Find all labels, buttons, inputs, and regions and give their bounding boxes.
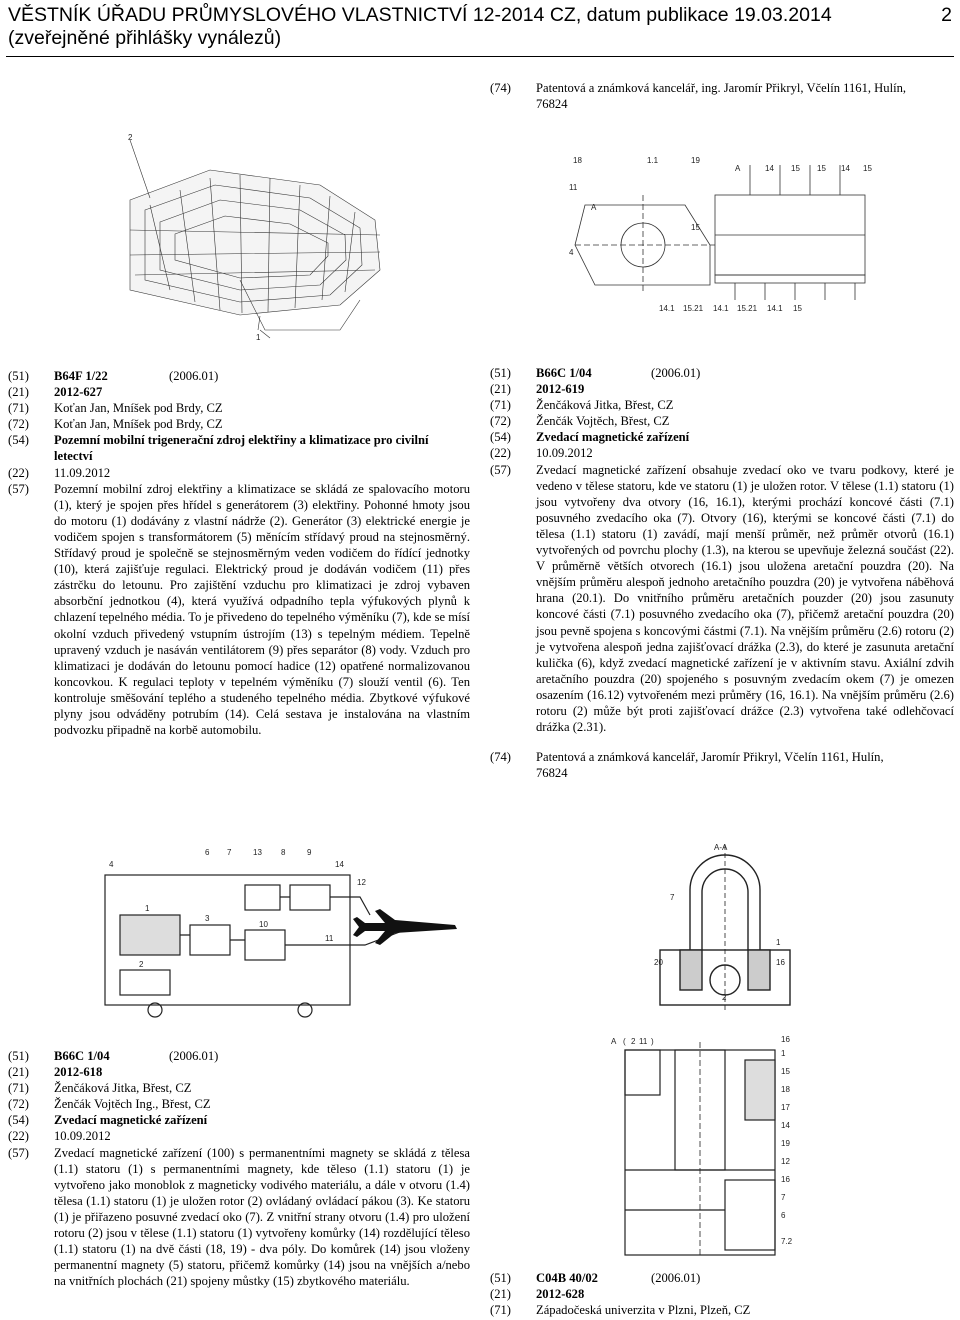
fig-label: 7.2 — [781, 1237, 793, 1246]
application-number: 2012-627 — [54, 385, 103, 400]
top-attorney-block — [490, 80, 955, 112]
field-code: (22) — [8, 465, 29, 480]
fig-label: 6 — [781, 1211, 786, 1220]
fig-label: 4 — [569, 248, 574, 257]
fig-label: A — [591, 203, 597, 212]
fig-label: 14 — [841, 164, 850, 173]
applicant: Ženčáková Jitka, Břest, CZ — [536, 398, 674, 413]
field-code: (54) — [490, 430, 511, 445]
fig-label: 15 — [863, 164, 872, 173]
patent-entry — [490, 365, 954, 781]
filing-date: 10.09.2012 — [536, 446, 593, 461]
ipc-version: (2006.01) — [651, 1271, 701, 1285]
figure-lifting-eye — [650, 840, 800, 1015]
figure-section-drawing — [555, 135, 880, 315]
fig-label: 19 — [781, 1139, 790, 1148]
fig-label: 12 — [781, 1157, 790, 1166]
applicant: Ženčáková Jitka, Břest, CZ — [54, 1081, 192, 1096]
header-rule — [6, 56, 954, 57]
field-code: (72) — [8, 1097, 29, 1112]
application-number: 2012-628 — [536, 1287, 585, 1302]
field-code: (21) — [8, 1065, 29, 1080]
applicant: Koťan Jan, Mníšek pod Brdy, CZ — [54, 401, 223, 416]
fig-label: 15 — [817, 164, 826, 173]
filing-date: 11.09.2012 — [54, 465, 111, 480]
field-code: (74) — [490, 750, 511, 765]
page-header — [8, 4, 952, 50]
fig-label: 15.21 — [737, 304, 758, 313]
fig-label: 16 — [781, 1175, 790, 1184]
fig-label: 17 — [781, 1103, 790, 1112]
fig-label: 15 — [691, 223, 700, 232]
abstract: Zvedací magnetické zařízení obsahuje zvedací oko ve tvaru podkovy, které je vedeno v tělese statoru, kde ve statoru (1) je uložen rotor. V tělese (1.1) statoru (1) jsou vytvořeny dva otvory (16, 16.1), kterými prochází koncové části (7.1) posuvného zvedacího oka (7). Otvory (16), kterými se koncové části (7.1) do tělesa (1.1) statoru (1) zavádí, mají menší průměr, než průměr otvorů (16.1) vytvořených od povrchu plochy (1.3), na kterou se upevňuje železná součást (22). V průměrně větších otvorech (16.1) jsou uložena aretační pouzdra (20). Na vnějším průměru alespoň jednoho aretačního pouzdra (20) je vytvořena náběhová hrana (20.1). Do vnitřního průměru aretačních pouzder (20) jsou zasunuty koncové části (7.1) posuvného zvedacího oka (7), přičemž aretační pouzdra (20) jsou pevně spojena s koncovými částmi (7.1). Na vnějším průměru (2.6) rotoru (2) je vytvořena alespoň jedna zajišťovací drážka (2.3), do které je zasunuta aretační kulička (6), když zvedací magnetické zařízení je v aktivním stavu. Axiální zdvih aretačního pouzdra (20) spojeného s posuvným zvedacím okem (7) je omezen osazením (16.12) vytvořeném mezi průměry (16, 16.1). Na vnějším průměru (2.6) rotoru (2) může být proti zajišťovací drážce (2.3) vytvořena také odlehčovací drážka (2.31). — [536, 462, 954, 735]
field-code: (71) — [490, 1303, 511, 1318]
fig-label: 11 — [325, 934, 334, 943]
fig-label: 14 — [335, 860, 344, 869]
fig-label: 16 — [776, 958, 785, 967]
fig-label: 1 — [145, 904, 150, 913]
field-code: (51) — [490, 366, 511, 380]
fig-label: 2 — [139, 960, 144, 969]
attorney: Patentová a známková kancelář, Jaromír Přikryl, Včelín 1161, Hulín, — [536, 750, 884, 765]
fig-label: 13 — [253, 848, 262, 857]
fig-label: 14.1 — [767, 304, 783, 313]
ipc-class: C04B 40/02 — [536, 1271, 598, 1285]
fig-label: 15 — [793, 304, 802, 313]
field-code: (72) — [490, 414, 511, 429]
fig-label: ) — [651, 1037, 654, 1046]
figure-trigeneration-diagram — [95, 845, 470, 1020]
invention-title: Pozemní mobilní trigenerační zdroj elektřiny a klimatizace pro civilní letectví — [54, 433, 429, 464]
field-code: (57) — [490, 462, 511, 477]
patent-entry — [490, 1270, 954, 1318]
invention-title: Zvedací magnetické zařízení — [54, 1113, 208, 1128]
fig-label: ( — [623, 1037, 626, 1046]
fig-label: 18 — [573, 156, 582, 165]
field-code: (51) — [8, 1049, 29, 1063]
abstract: Pozemní mobilní zdroj elektřiny a klimatizace se skládá ze spalovacího motoru (1), který je spojen přes hřídel s generátorem (3) elektřiny. Pohonné hmoty jsou do motoru (1) dodávány z vlastní nádrže (2). Generátor (3) elektrické energie je vodičem spojen s transformátorem (5) měnícím střídavý proud na stejnosměrný. Střídavý proud je společně se stejnosměrným veden vodičem do řídící jednotky (10), která zajišťuje regulaci. Elektrický proud je dodáván vodičem (11) přes zástrčku do letounu. Pro zajištění vzduchu pro klimatizaci je zdroj vybaven absorbční jednotkou (4), která využívá odpadního tepla výfukových plynů k chlazení tepelného média. To je přivedeno do tepelného výměníku (7), kde se mísí okolní vzduch přivedený vstupním ústrojím (13) s tepelným médiem. Tepelně upravený vzduch je nasáván ventilátorem (9) přes separátor (8) vody. Vzduch pro klimatizaci je dodáván do letounu pomocí hadice (12) opatřené normalizovanou koncovkou. K regulaci teploty v tepelném výměníku (7) slouží ventil (6). Ten kontroluje směšování teplého a studeného tepelného média. Zbytkové výfukové plyny jsou odváděny potrubím (14). Celá sestava je instalována na vlastním podvozku připadně na korbě automobilu. — [54, 481, 470, 738]
attorney: Patentová a známková kancelář, ing. Jaromír Přikryl, Včelín 1161, Hulín, — [536, 81, 907, 95]
fig-label: 16 — [781, 1035, 790, 1044]
fig-label: 12 — [357, 878, 366, 887]
invention-title: Zvedací magnetické zařízení — [536, 430, 690, 445]
field-code: (22) — [8, 1129, 29, 1144]
ipc-class: B64F 1/22 — [54, 369, 108, 383]
fig-label: 18 — [781, 1085, 790, 1094]
field-code: (57) — [8, 1145, 29, 1160]
fig-label: 14 — [781, 1121, 790, 1130]
fig-label: 14.1 — [713, 304, 729, 313]
field-code: (21) — [8, 385, 29, 400]
fig-label: A — [611, 1037, 617, 1046]
inventor: Ženčák Vojtěch, Břest, CZ — [536, 414, 670, 429]
field-code: (21) — [490, 382, 511, 397]
fig-label: 10 — [259, 920, 268, 929]
fig-label: 7 — [781, 1193, 786, 1202]
inventor: Ženčák Vojtěch Ing., Břest, CZ — [54, 1097, 211, 1112]
figure-mesh-rendering — [90, 130, 410, 342]
figure-stator-section — [605, 1030, 805, 1260]
field-code: (71) — [490, 398, 511, 413]
fig-label: 14.1 — [659, 304, 675, 313]
fig-label: 15 — [781, 1067, 790, 1076]
field-code: (51) — [490, 1271, 511, 1285]
field-code: (71) — [8, 401, 29, 416]
abstract: Zvedací magnetické zařízení (100) s permanentními magnety se skládá z tělesa (1.1) statoru (1) s permanentními magnety, kde těleso (1.1) statoru (1) je vytvořeno jako monoblok z magneticky vodivého materiálu, a dále v otvoru (1.4) tělesa (1.1) statoru (1) je uložen rotor (2) ovládaný ovládací pákou (3). Ke statoru (1) je přiřazeno posuvné zvedací oko (7). Z vnitřní strany otvoru (1.4) pro uložení rotoru (2) jsou v tělese (1.1) statoru (1) vytvořeny komůrky (14) rozdělující těleso (1.1) statoru (1) na dvě části (18, 19) - dva póly. Do komůrek (14) jsou vloženy permanentní magnety (5) statoru, přičemž komůrky (14) jsou na vnějších a/nebo na vnitřních plochách (21) spojeny můstky (15) zbytkového materiálu. — [54, 1145, 470, 1289]
application-number: 2012-618 — [54, 1065, 103, 1080]
field-code: (74) — [490, 81, 511, 95]
fig-label: 7 — [670, 893, 675, 902]
ipc-version: (2006.01) — [651, 366, 701, 380]
fig-label: 7 — [227, 848, 232, 857]
ipc-version: (2006.01) — [169, 1049, 219, 1063]
fig-label: A — [735, 164, 741, 173]
fig-label: 1 — [776, 938, 781, 947]
fig-label: 1 — [256, 333, 261, 342]
ipc-version: (2006.01) — [169, 369, 219, 383]
fig-label: 14 — [765, 164, 774, 173]
fig-label: 4 — [109, 860, 114, 869]
filing-date: 10.09.2012 — [54, 1129, 111, 1144]
field-code: (72) — [8, 417, 29, 432]
attorney-city: 76824 — [536, 766, 568, 781]
field-code: (21) — [490, 1287, 511, 1302]
fig-label: 8 — [281, 848, 286, 857]
fig-label: 2 — [722, 993, 727, 1002]
inventor: Koťan Jan, Mníšek pod Brdy, CZ — [54, 417, 223, 432]
fig-label: 2 — [128, 133, 133, 142]
field-code: (54) — [8, 1113, 29, 1128]
applicant: Západočeská univerzita v Plzni, Plzeň, CZ — [536, 1303, 751, 1318]
fig-label: 11 — [639, 1037, 648, 1046]
field-code: (71) — [8, 1081, 29, 1096]
fig-label: 1 — [781, 1049, 786, 1058]
fig-label: 15 — [791, 164, 800, 173]
fig-label: 15.21 — [683, 304, 704, 313]
field-code: (22) — [490, 446, 511, 461]
patent-entry — [8, 1048, 470, 1289]
fig-label: 20 — [654, 958, 663, 967]
patent-entry — [8, 368, 470, 738]
application-number: 2012-619 — [536, 382, 585, 397]
fig-label: A-A — [714, 843, 728, 852]
field-code: (57) — [8, 481, 29, 496]
fig-label: 11 — [569, 183, 578, 192]
field-code: (51) — [8, 369, 29, 383]
journal-subtitle: (zveřejněné přihlášky vynálezů) — [8, 27, 282, 49]
fig-label: 1.1 — [647, 156, 659, 165]
ipc-class: B66C 1/04 — [536, 366, 592, 380]
fig-label: 19 — [691, 156, 700, 165]
attorney-city: 76824 — [536, 97, 568, 112]
ipc-class: B66C 1/04 — [54, 1049, 110, 1063]
fig-label: 6 — [205, 848, 210, 857]
fig-label: 3 — [205, 914, 210, 923]
page-number: 2 — [941, 4, 952, 26]
fig-label: 9 — [307, 848, 312, 857]
journal-title: VĚSTNÍK ÚŘADU PRŮMYSLOVÉHO VLASTNICTVÍ 12-2014 CZ, datum publikace 19.03.2014 — [8, 4, 832, 26]
fig-label: 2 — [631, 1037, 636, 1046]
field-code: (54) — [8, 433, 29, 448]
